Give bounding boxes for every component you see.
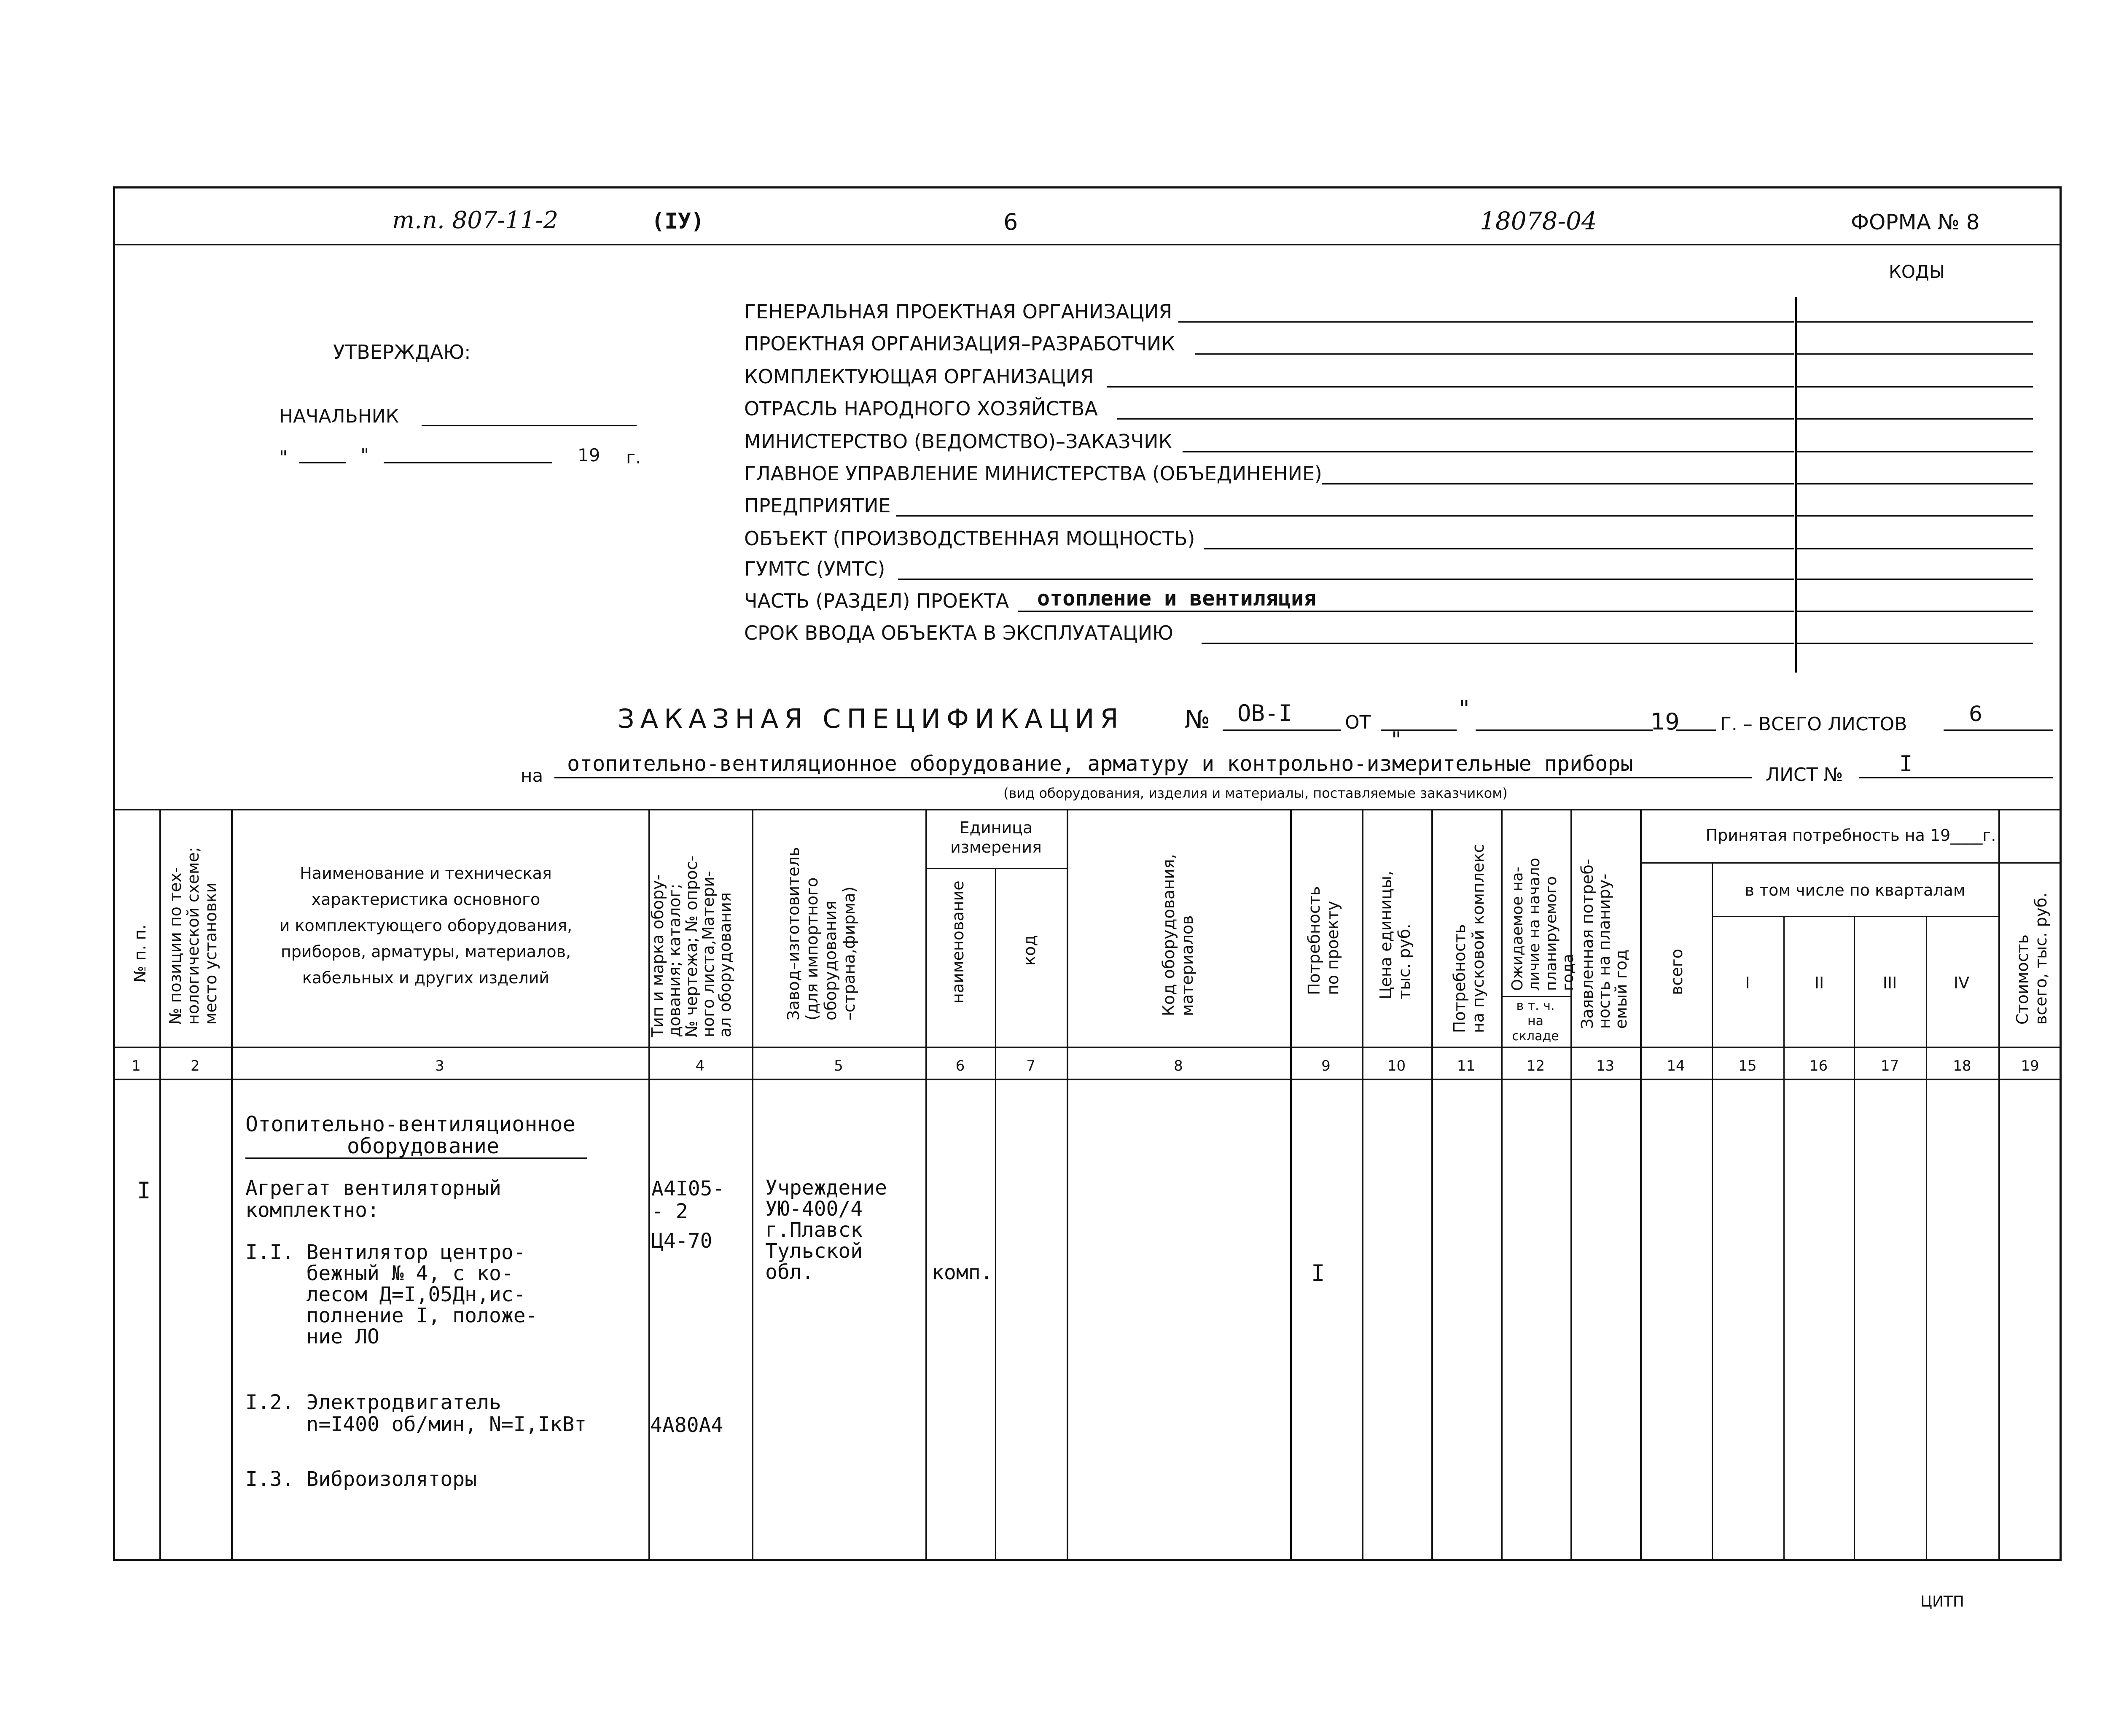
codes-label: КОДЫ [1889, 261, 1945, 282]
column-number: 16 [1809, 1058, 1828, 1074]
spec-title: ЗАКАЗНАЯ СПЕЦИФИКАЦИЯ [618, 703, 1124, 734]
quarters-group-header: в том числе по кварталам [1745, 881, 1965, 899]
date-quote-open: " [279, 447, 288, 468]
column-number: 6 [955, 1058, 965, 1074]
org-field-line[interactable] [1204, 548, 1794, 549]
sub-item-1[interactable]: I.I. Вентилятор центро- бежный № 4, с ко- лесом Д=I,05Дн,ис- полнение I, положе- ние ЛО [245, 1241, 538, 1348]
column-number: 7 [1026, 1058, 1035, 1074]
total-sheets-line [1944, 729, 2053, 731]
org-field-label: ЧАСТЬ (РАЗДЕЛ) ПРОЕКТА [744, 589, 1009, 612]
column-number: 14 [1667, 1058, 1685, 1074]
column-line [1998, 809, 2000, 1561]
org-field-label: МИНИСТЕРСТВО (ВЕДОМСТВО)–ЗАКАЗЧИК [744, 430, 1172, 453]
org-field-label: ГЛАВНОЕ УПРАВЛЕНИЕ МИНИСТЕРСТВА (ОБЪЕДИНЕНИЕ) [744, 462, 1322, 485]
date-quote-close: " [360, 445, 369, 466]
spec-date-quote-2: " [1391, 727, 1401, 753]
org-field-line[interactable] [896, 515, 1794, 517]
column-line [995, 868, 996, 1561]
column-line [159, 809, 161, 1561]
org-field-line[interactable] [1018, 611, 1794, 612]
unit-group-divider [925, 868, 1067, 869]
col6-header: наименование [949, 880, 967, 1004]
col8-header: Код оборудования, материалов [1159, 854, 1197, 1016]
chief-label: НАЧАЛЬНИК [279, 406, 399, 427]
col12-sub-header: в т. ч. на складе [1512, 999, 1559, 1044]
top-bar-divider [113, 244, 2062, 245]
col19-header: Стоимость всего, тыс. руб. [2013, 892, 2050, 1025]
column-number: 19 [2021, 1058, 2039, 1074]
col11-header: Потребность на пусковой комплекс [1450, 844, 1487, 1033]
column-number: 9 [1321, 1058, 1331, 1074]
item-quantity[interactable]: I [1311, 1260, 1325, 1287]
column-number: 1 [132, 1058, 141, 1074]
column-line [1640, 809, 1642, 1561]
total-sheets-value: 6 [1969, 702, 1982, 726]
date-month-line[interactable] [384, 462, 552, 463]
col4-header: Тип и марка обору- дования; каталог; № чертежа; № опрос- ного листа,Матери- ал оборудования [648, 855, 734, 1037]
org-field-label: ПРЕДПРИЯТИЕ [744, 494, 891, 517]
column-number: 17 [1880, 1058, 1899, 1074]
column-line [1783, 916, 1785, 1561]
column-line [752, 809, 753, 1561]
col13-header: Заявленная потреб- ность на планиру- емый год [1578, 859, 1630, 1029]
date-year-suffix: г. [626, 447, 641, 468]
item-name[interactable]: Агрегат вентиляторный комплектно: [245, 1176, 501, 1222]
item-type-1[interactable]: А4I05- - 2 [651, 1177, 725, 1223]
subject-on-label: на [521, 765, 543, 786]
org-field-value[interactable]: отопление и вентиляция [1037, 586, 1317, 611]
column-line [1431, 809, 1433, 1561]
col1-header: № п. п. [131, 924, 149, 982]
org-field-line[interactable] [1195, 353, 1794, 355]
column-number: 5 [834, 1058, 843, 1074]
item-type-2[interactable]: Ц4-70 [651, 1229, 713, 1253]
spec-number-line [1223, 729, 1341, 731]
org-field-line[interactable] [898, 579, 1794, 580]
stock-sub-divider [1501, 996, 1570, 997]
org-field-label: ГУМТС (УМТС) [744, 557, 885, 580]
org-field-code-line[interactable] [1797, 515, 2033, 517]
column-line [925, 809, 927, 1561]
form-label: ФОРМА № 8 [1851, 210, 1980, 234]
column-number: 11 [1457, 1058, 1476, 1074]
column-number: 2 [191, 1058, 200, 1074]
table-top-border [113, 809, 2062, 810]
item-number[interactable]: I [137, 1177, 151, 1204]
org-field-label: ОТРАСЛЬ НАРОДНОГО ХОЗЯЙСТВА [744, 397, 1098, 420]
col15-header: I [1745, 974, 1750, 992]
colnum-bottom-border [113, 1079, 2062, 1080]
col9-header: Потребность по проекту [1305, 886, 1342, 995]
org-field-code-line[interactable] [1797, 321, 2033, 323]
org-field-line[interactable] [1202, 643, 1794, 644]
org-field-line[interactable] [1183, 451, 1794, 452]
org-field-line[interactable] [1322, 483, 1794, 484]
column-number: 13 [1596, 1058, 1615, 1074]
org-field-code-line[interactable] [1797, 611, 2033, 612]
date-day-line[interactable] [299, 462, 346, 463]
column-number: 12 [1526, 1058, 1545, 1074]
org-field-code-line[interactable] [1797, 483, 2033, 484]
col17-header: III [1882, 974, 1897, 992]
org-field-label: ГЕНЕРАЛЬНАЯ ПРОЕКТНАЯ ОРГАНИЗАЦИЯ [744, 300, 1172, 323]
item-unit[interactable]: комп. [932, 1261, 993, 1284]
column-number: 15 [1738, 1058, 1757, 1074]
column-line [1290, 809, 1292, 1561]
col14-header: всего [1667, 949, 1686, 995]
column-number: 4 [695, 1058, 705, 1074]
section-title-underline [245, 1157, 587, 1159]
sub-item-3[interactable]: I.3. Виброизоляторы [245, 1467, 477, 1491]
org-field-label: ПРОЕКТНАЯ ОРГАНИЗАЦИЯ–РАЗРАБОТЧИК [744, 332, 1175, 355]
column-line [1362, 809, 1363, 1561]
org-field-code-line[interactable] [1797, 353, 2033, 355]
spec-year-suffix: Г. – ВСЕГО ЛИСТОВ [1720, 713, 1907, 735]
col2-header: № позиции по тех- нологической схеме; место установки [166, 847, 220, 1025]
col10-header: Цена единицы, тыс. руб. [1377, 871, 1414, 999]
column-line [1067, 809, 1068, 1561]
section-title: Отопительно-вентиляционное оборудование [245, 1112, 575, 1158]
chief-signature-line[interactable] [422, 425, 637, 426]
org-field-code-line[interactable] [1797, 579, 2033, 580]
org-field-code-line[interactable] [1797, 451, 2033, 452]
column-number: 10 [1387, 1058, 1406, 1074]
item-maker[interactable]: Учреждение УЮ-400/4 г.Плавск Тульской обл. [765, 1176, 887, 1284]
column-line [1501, 809, 1503, 1561]
date-year-prefix: 19 [578, 445, 600, 466]
doc-number: 18078-04 [1480, 207, 1597, 235]
quarters-group-divider [1712, 916, 1998, 917]
org-field-code-line[interactable] [1797, 418, 2033, 420]
series-label: (IУ) [651, 209, 704, 234]
column-number: 8 [1174, 1058, 1183, 1074]
page-number: 6 [1003, 209, 1018, 235]
col3-header: Наименование и техническая характеристика основного и комплектующего оборудования, приборов, арматуры, материалов, кабельных и других изделий [279, 864, 573, 987]
project-code: т.п. 807-11-2 [392, 207, 559, 234]
org-field-line[interactable] [1178, 321, 1794, 323]
org-field-code-line[interactable] [1797, 643, 2033, 644]
column-number: 3 [435, 1058, 444, 1074]
col18-header: IV [1953, 974, 1970, 992]
header-bottom-border [113, 1047, 2062, 1048]
spec-date-quote: " [1459, 696, 1470, 723]
approve-label: УТВЕРЖДАЮ: [333, 341, 471, 363]
org-field-code-line[interactable] [1797, 548, 2033, 549]
col7-header: код [1020, 935, 1039, 966]
column-line [1712, 862, 1713, 1561]
sub-item-2-type[interactable]: 4А80А4 [650, 1413, 723, 1437]
unit-group-header: Единица измерения [950, 818, 1042, 856]
column-line [231, 809, 233, 1561]
org-field-line[interactable] [1117, 418, 1794, 420]
subject-line [554, 777, 1752, 778]
sheet-number-line [1859, 777, 2053, 778]
col16-header: II [1814, 974, 1824, 992]
footer-mark: ЦИТП [1920, 1593, 1964, 1610]
column-line [1926, 916, 1927, 1561]
org-field-label: КОМПЛЕКТУЮЩАЯ ОРГАНИЗАЦИЯ [744, 365, 1094, 388]
spec-year-line[interactable] [1676, 729, 1716, 731]
spec-number-label: № [1185, 705, 1210, 734]
spec-number-value: ОВ-I [1237, 700, 1293, 727]
column-line [1854, 916, 1855, 1561]
subject-value: отопительно-вентиляционное оборудование, арматуру и контрольно-измерительные приборы [567, 751, 1633, 776]
column-number: 18 [1953, 1058, 1971, 1074]
subject-caption: (вид оборудования, изделия и материалы, поставляемые заказчиком) [1003, 785, 1508, 801]
col5-header: Завод–изготовитель (для импортного оборудования –страна,фирма) [784, 847, 858, 1020]
org-field-line[interactable] [1107, 386, 1794, 388]
col12-header: Ожидаемое на- личие на начало планируемого года [1509, 858, 1577, 991]
sub-item-2[interactable]: I.2. Электродвигатель n=I400 об/мин, N=I,IкВт [245, 1391, 587, 1436]
sheet-number: I [1899, 751, 1913, 777]
org-field-label: СРОК ВВОДА ОБЪЕКТА В ЭКСПЛУАТАЦИЮ [744, 622, 1173, 644]
sheet-label: ЛИСТ № [1766, 764, 1843, 786]
org-field-label: ОБЪЕКТ (ПРОИЗВОДСТВЕННАЯ МОЩНОСТЬ) [744, 527, 1195, 550]
accepted-group-header: Принятая потребность на 19____г. [1705, 826, 1996, 845]
spec-date-month-line[interactable] [1476, 729, 1653, 731]
spec-from-label: ОТ [1345, 712, 1371, 733]
accepted-group-divider [1640, 862, 2062, 864]
spec-year-prefix: 19 [1651, 708, 1680, 735]
org-field-code-line[interactable] [1797, 386, 2033, 388]
